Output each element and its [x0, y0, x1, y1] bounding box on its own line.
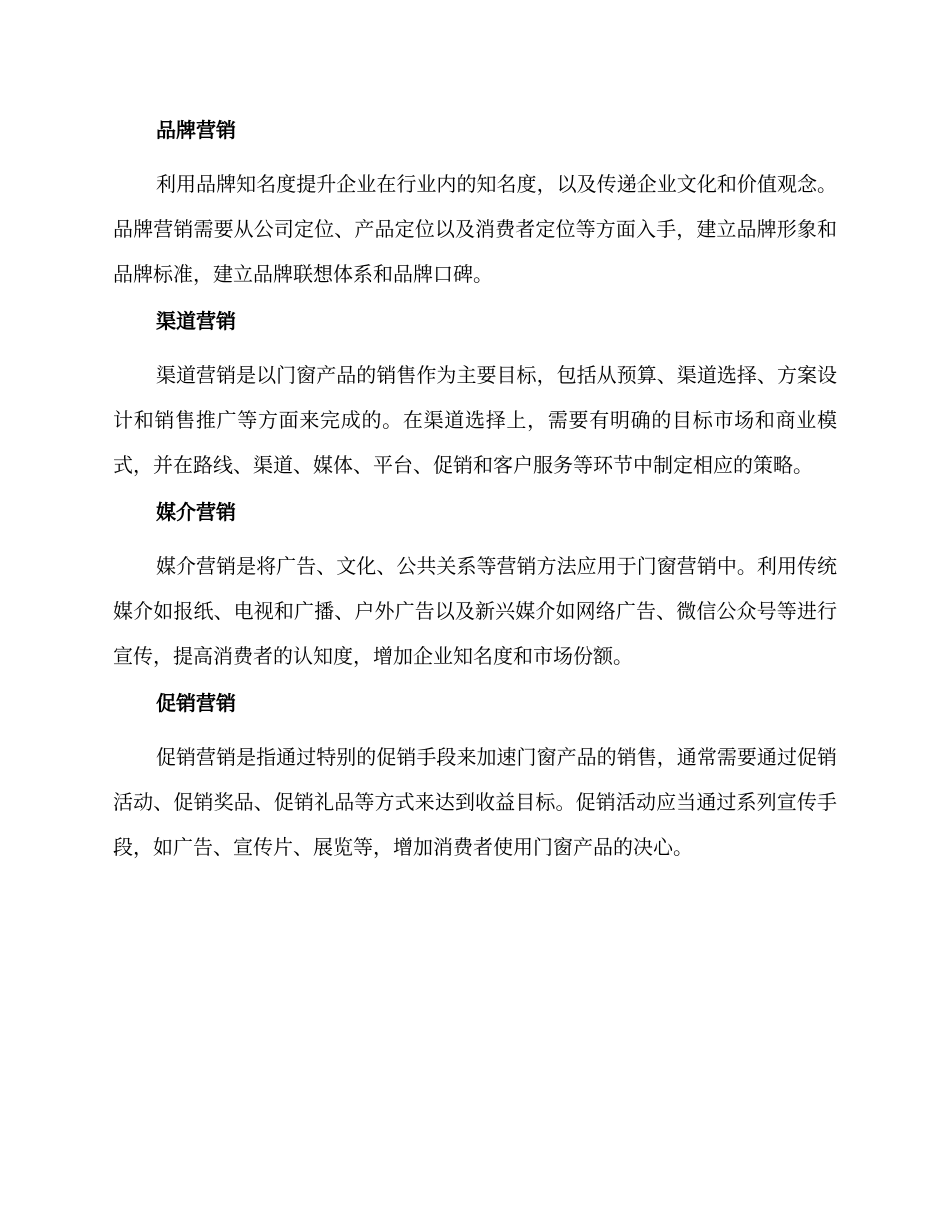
section-brand-marketing [113, 112, 837, 297]
section-paragraph: 媒介营销是将广告、文化、公共关系等营销方法应用于门窗营销中。利用传统媒介如报纸、电视和广播、户外广告以及新兴媒介如网络广告、微信公众号等进行宣传，提高消费者的认知度，增加企业知名度和市场份额。 [113, 554, 837, 668]
document-page [113, 112, 837, 876]
section-channel-marketing [113, 303, 837, 488]
section-heading: 促销营销 [156, 691, 236, 715]
section-paragraph: 渠道营销是以门窗产品的销售作为主要目标，包括从预算、渠道选择、方案设计和销售推广等方面来完成的。在渠道选择上，需要有明确的目标市场和商业模式，并在路线、渠道、媒体、平台、促销和客户服务等环节中制定相应的策略。 [113, 363, 837, 477]
section-heading: 媒介营销 [156, 500, 236, 524]
section-paragraph: 促销营销是指通过特别的促销手段来加速门窗产品的销售，通常需要通过促销活动、促销奖品、促销礼品等方式来达到收益目标。促销活动应当通过系列宣传手段，如广告、宣传片、展览等，增加消费者使用门窗产品的决心。 [113, 745, 837, 859]
section-paragraph: 利用品牌知名度提升企业在行业内的知名度，以及传递企业文化和价值观念。品牌营销需要从公司定位、产品定位以及消费者定位等方面入手，建立品牌形象和品牌标准，建立品牌联想体系和品牌口碑。 [113, 172, 837, 286]
section-media-marketing [113, 494, 837, 679]
section-heading: 品牌营销 [156, 118, 236, 142]
section-heading: 渠道营销 [156, 309, 236, 333]
section-promotion-marketing [113, 685, 837, 870]
